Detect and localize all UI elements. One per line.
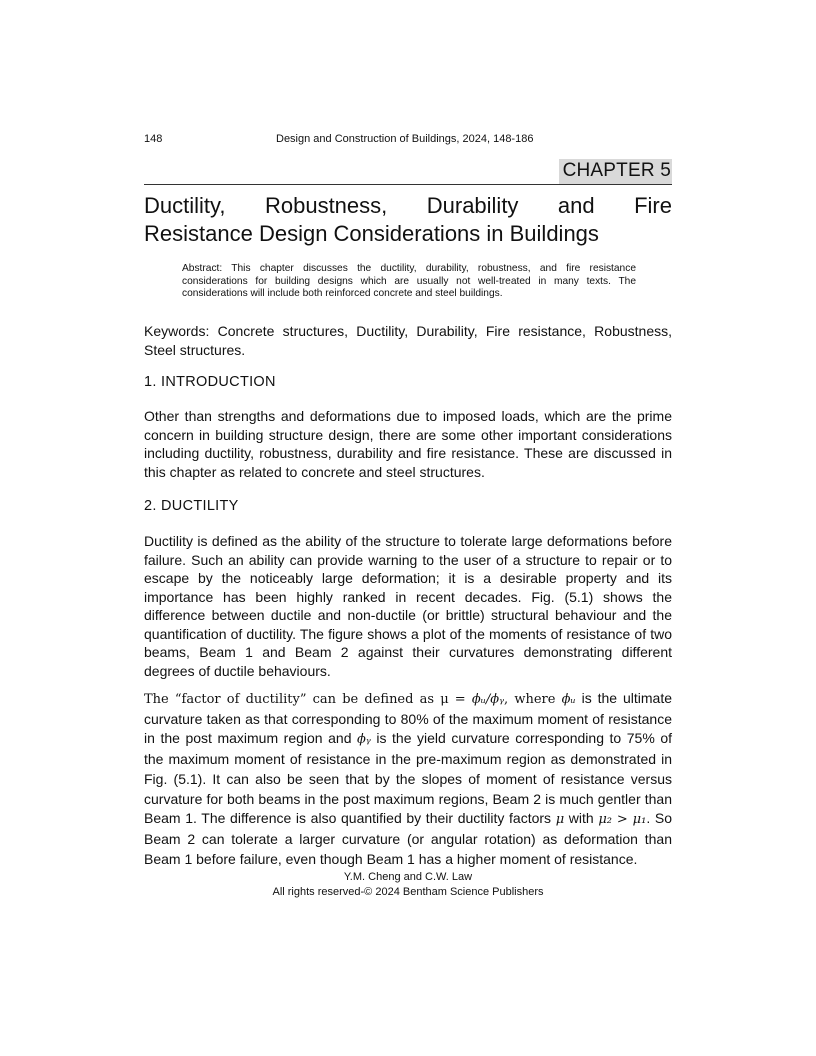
phi-u-symbol: ϕᵤ [561,692,576,707]
page-number: 148 [144,133,163,145]
factor-text-3: with [564,810,599,827]
page-header [144,133,672,149]
chapter-title-line-1: Ductility, Robustness, Durability and Fire [144,193,672,218]
mu-inequality: μ₂ > μ₁ [598,812,647,828]
running-head: Design and Construction of Buildings, 2024, 148-186 [276,133,534,145]
abstract [182,263,636,301]
phi-y-symbol: ϕᵧ [357,732,371,748]
factor-lead: The “factor of ductility” can be defined as μ = [144,692,472,707]
chapter-title [144,192,672,248]
ductility-formula: ϕᵤ/ϕᵧ [471,692,505,707]
section-heading-ductility: 2. DUCTILITY [144,498,239,514]
factor-text-2: is the yield curvature corresponding to 75% of the maximum moment of resistance in the pre-maximum region as demonstrated in Fig. (5.1). It can also be seen that by the slopes of moment of resistance versus curvature for both beams in the post maximum regions, Beam 2 is much gentler than Beam 1. The difference is also quantified by their ductility factors [144,730,672,827]
keywords-label: Keywords: [144,323,210,339]
introduction-paragraph: Other than strengths and deformations due to imposed loads, which are the prime concern in building structure design, there are some other important considerations including ductility, robustness, durability and fire resistance. These are discussed in this chapter as related to concrete and steel structures. [144,408,672,480]
chapter-title-line-2: Resistance Design Considerations in Buildings [144,221,599,246]
page-footer [144,870,672,900]
mu-symbol: μ [555,812,565,828]
chapter-label: CHAPTER 5 [559,159,672,184]
ductility-paragraph: Ductility is defined as the ability of the structure to tolerate large deformations before failure. Such an ability can provide warning to the user of a structure to repair or to escape by the noticeably large deformation; it is a desirable property and its importance has been highly ranked in recent decades. Fig. (5.1) shows the difference between ductile and non-ductile (or brittle) structural behaviour and the quantification of ductility. The figure shows a plot of the moments of resistance of two beams, Beam 1 and Beam 2 against their curvatures demonstrating different degrees of ductile behaviours. [144,533,672,679]
title-rule [144,184,672,185]
keywords-text: Concrete structures, Ductility, Durability, Fire resistance, Robustness, Steel structures. [144,323,673,358]
section-heading-introduction: 1. INTRODUCTION [144,374,276,390]
factor-text-1: is the ultimate curvature taken as that corresponding to 80% of the maximum moment of resistance in the post maximum region and [144,690,673,747]
abstract-text: This chapter discusses the ductility, durability, robustness, and fire resistance considerations for building designs which are usually not well-treated in many texts. The considerations will include both reinforced concrete and steel buildings. [182,263,636,299]
keywords [144,322,672,359]
abstract-label: Abstract: [182,263,223,274]
footer-authors: Y.M. Cheng and C.W. Law [343,871,473,883]
after-formula: , where [504,692,562,707]
footer-rights: All rights reserved-© 2024 Bentham Science Publishers [272,886,544,898]
factor-text-4: . So Beam 2 can tolerate a larger curvature (or angular rotation) as deformation than Beam 1 before failure, even though Beam 1 has a higher moment of resistance. [144,810,672,867]
ductility-factor-paragraph [144,689,672,869]
